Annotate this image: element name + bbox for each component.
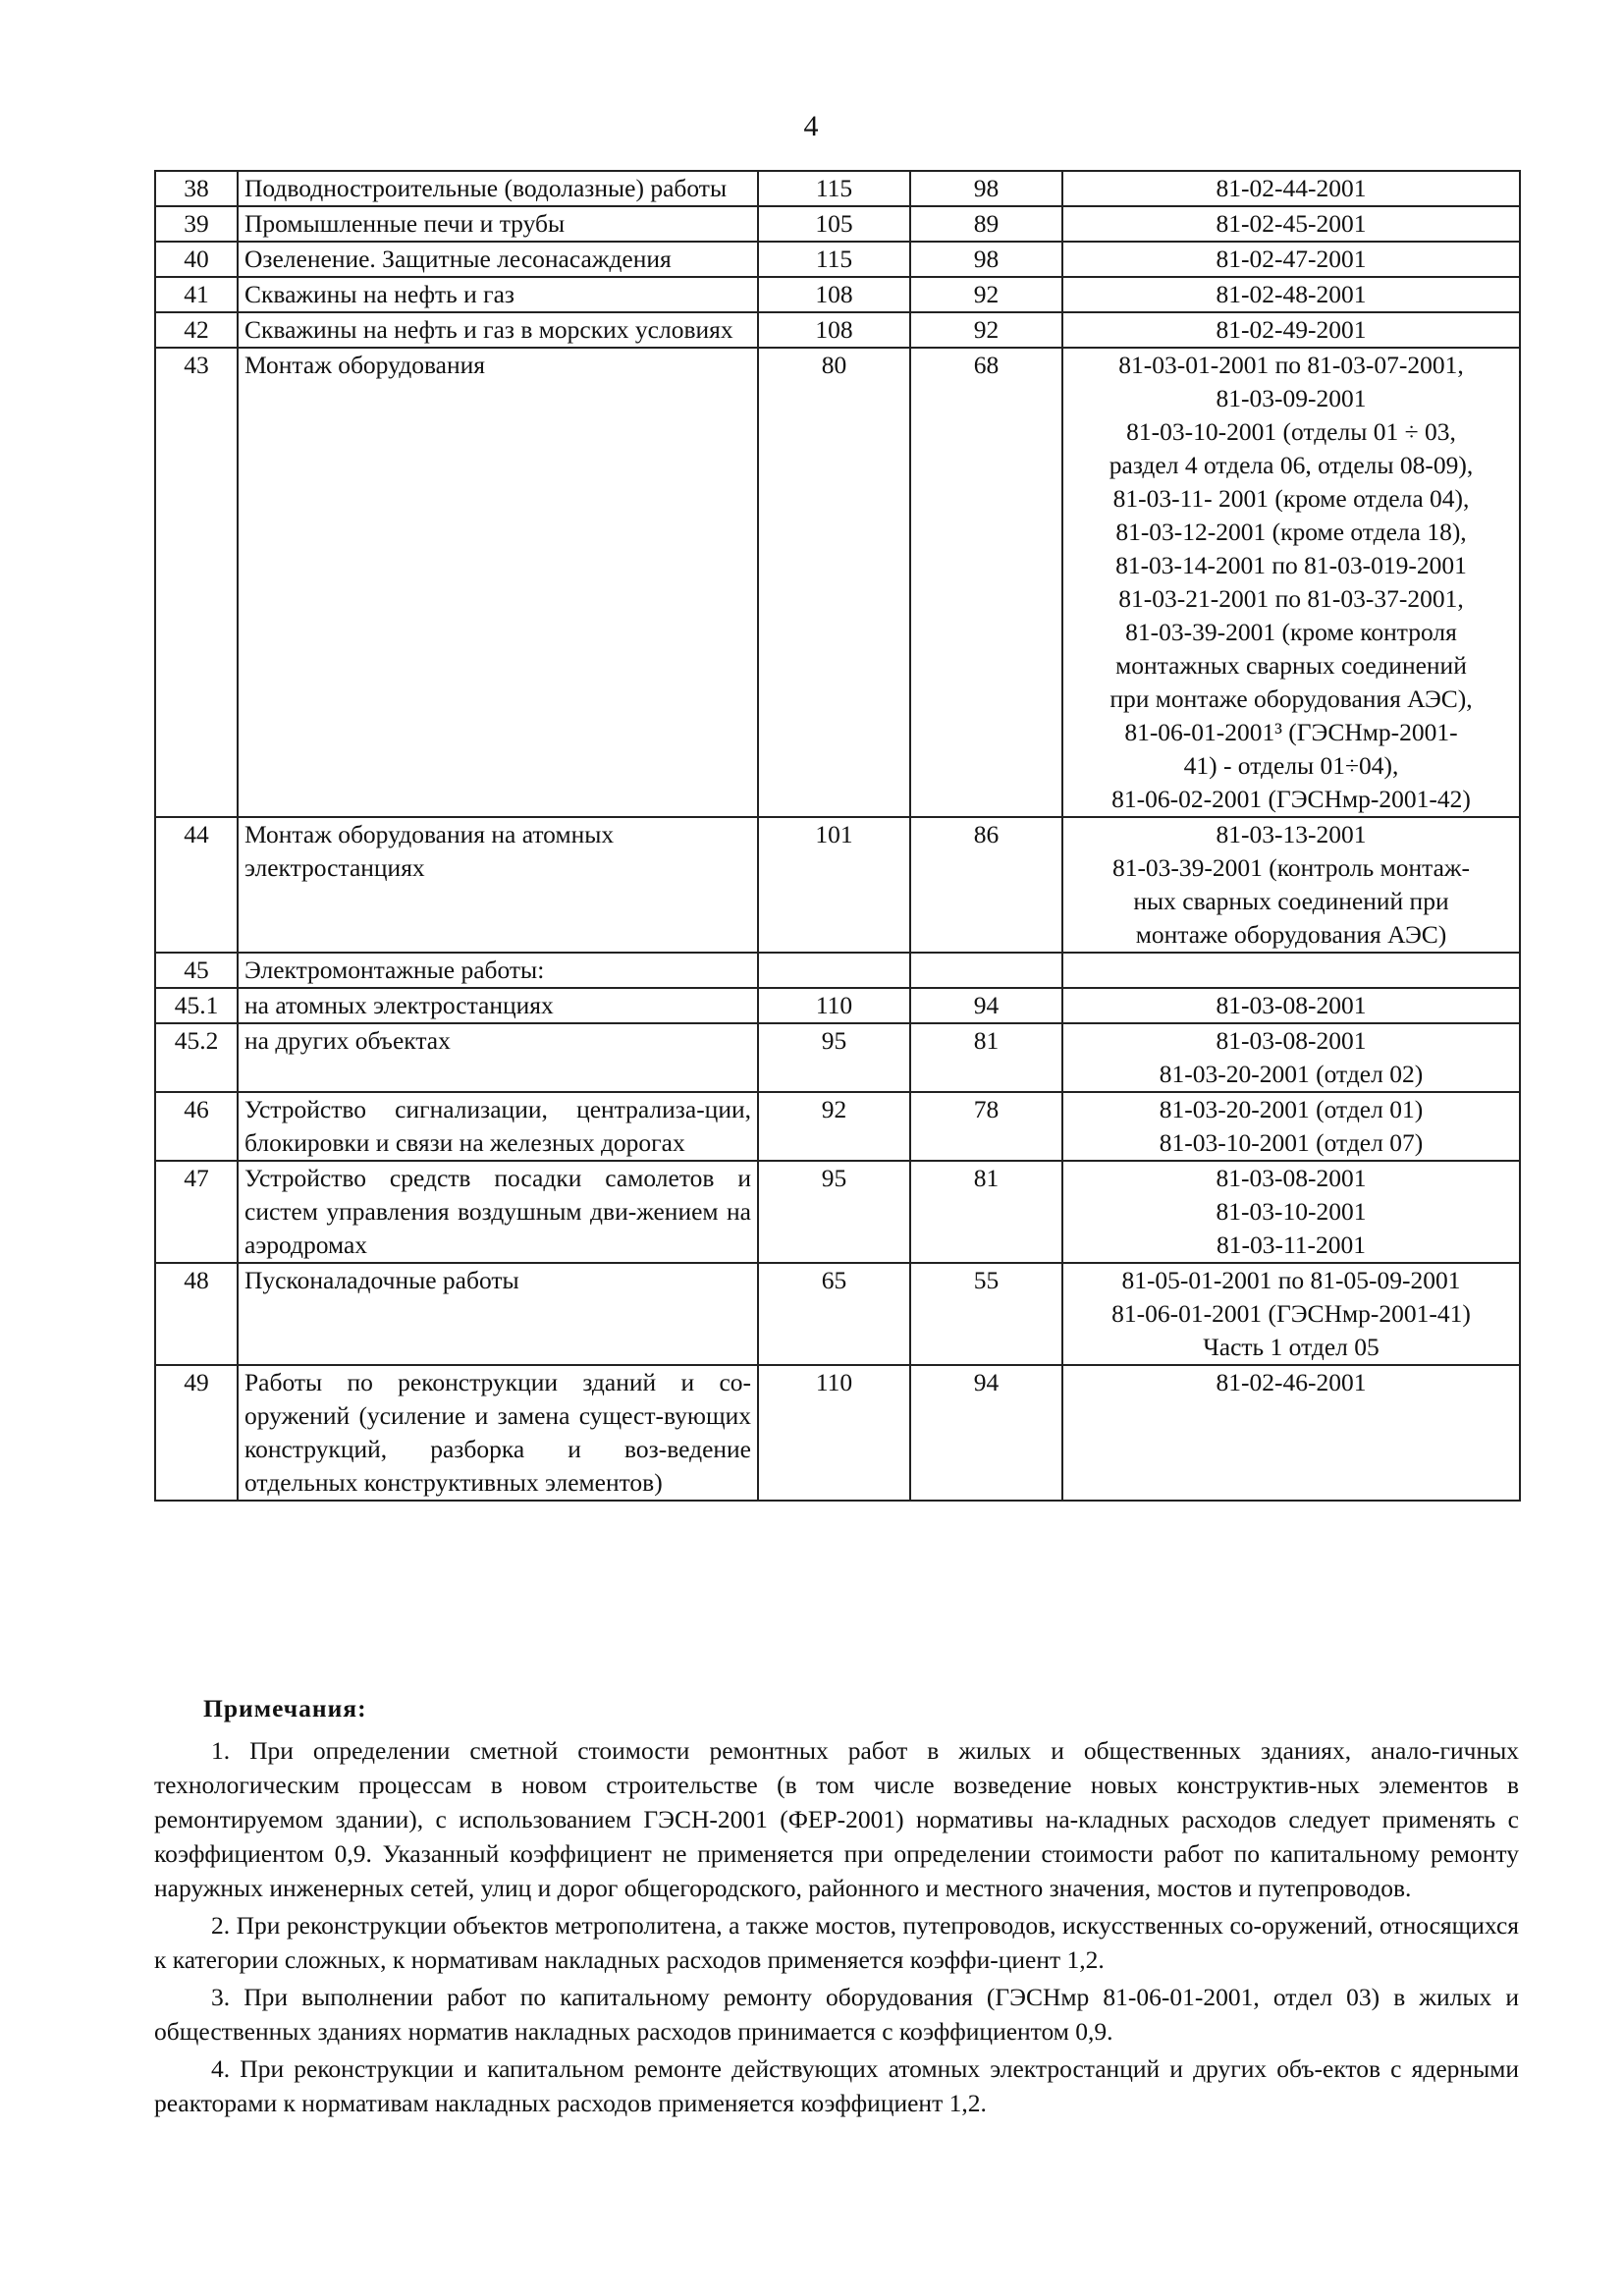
reference-code-line: 81-03-01-2001 по 81-03-07-2001, <box>1118 351 1464 379</box>
work-type-cell: Устройство сигнализации, централиза-ции, блокировки и связи на железных дорогах <box>238 1092 758 1161</box>
row-number-cell: 42 <box>155 312 238 348</box>
norm-value-a-cell: 80 <box>758 348 910 817</box>
overhead-norms-table <box>154 170 1521 1502</box>
reference-code-line: 81-03-14-2001 по 81-03-019-2001 <box>1115 551 1467 579</box>
notes-section <box>154 1691 1519 2123</box>
table-row <box>155 1092 1520 1161</box>
norm-value-b-cell: 55 <box>910 1263 1062 1365</box>
row-number-cell: 43 <box>155 348 238 817</box>
table-row <box>155 312 1520 348</box>
reference-code-line: 81-03-08-2001 <box>1216 1026 1367 1055</box>
reference-code-line: 81-03-11- 2001 (кроме отдела 04), <box>1112 484 1470 513</box>
reference-code-line: 81-03-08-2001 <box>1216 991 1367 1019</box>
notes-title: Примечания: <box>203 1694 367 1722</box>
work-type-cell: Работы по реконструкции зданий и со-оружений (усиление и замена сущест-вующих конструкций, разборка и воз-ведение отдельных конструктивных элементов) <box>238 1365 758 1501</box>
norm-value-b-cell: 94 <box>910 988 1062 1023</box>
table-row <box>155 1161 1520 1263</box>
row-number-cell: 45.1 <box>155 988 238 1023</box>
norm-value-a-cell: 108 <box>758 312 910 348</box>
reference-codes-cell <box>1062 348 1520 817</box>
table-row <box>155 817 1520 953</box>
reference-code-line: 81-06-02-2001 (ГЭСНмр-2001-42) <box>1111 785 1471 813</box>
table-row <box>155 348 1520 817</box>
row-number-cell: 48 <box>155 1263 238 1365</box>
table-row <box>155 953 1520 988</box>
norm-value-a-cell: 108 <box>758 277 910 312</box>
work-type-cell: Озеленение. Защитные лесонасаждения <box>238 242 758 277</box>
row-number-cell: 49 <box>155 1365 238 1501</box>
reference-code-line: 81-02-48-2001 <box>1216 280 1367 308</box>
reference-codes-cell <box>1062 312 1520 348</box>
norm-value-a-cell: 95 <box>758 1161 910 1263</box>
reference-code-line: 81-03-13-2001 <box>1216 820 1367 848</box>
reference-code-line: монтажных сварных соединений <box>1115 651 1467 680</box>
reference-code-line: раздел 4 отдела 06, отделы 08-09), <box>1109 451 1474 479</box>
norm-value-a-cell: 92 <box>758 1092 910 1161</box>
reference-code-line: ных сварных соединений при <box>1133 887 1449 915</box>
row-number-cell: 45.2 <box>155 1023 238 1092</box>
norm-value-b-cell: 81 <box>910 1161 1062 1263</box>
reference-codes-cell <box>1062 171 1520 206</box>
reference-code-line: 81-03-08-2001 <box>1216 1164 1367 1192</box>
norm-value-b-cell: 86 <box>910 817 1062 953</box>
reference-code-line: 81-02-44-2001 <box>1216 174 1367 202</box>
row-number-cell: 41 <box>155 277 238 312</box>
reference-codes-cell <box>1062 206 1520 242</box>
reference-code-line: 81-06-01-2001³ (ГЭСНмр-2001- <box>1124 718 1458 746</box>
row-number-cell: 46 <box>155 1092 238 1161</box>
reference-code-line: Часть 1 отдел 05 <box>1203 1333 1380 1361</box>
norm-value-a-cell: 115 <box>758 171 910 206</box>
reference-codes-cell <box>1062 1365 1520 1501</box>
reference-codes-cell <box>1062 953 1520 988</box>
table-body <box>155 171 1520 1501</box>
reference-code-line: 81-03-10-2001 <box>1216 1197 1367 1226</box>
table-row <box>155 206 1520 242</box>
work-type-cell: Устройство средств посадки самолетов и систем управления воздушным дви-жением на аэродромах <box>238 1161 758 1263</box>
reference-code-line: 81-02-46-2001 <box>1216 1368 1367 1396</box>
table-row <box>155 171 1520 206</box>
reference-code-line: 81-03-12-2001 (кроме отдела 18), <box>1115 518 1467 546</box>
row-number-cell: 40 <box>155 242 238 277</box>
norm-value-a-cell <box>758 953 910 988</box>
row-number-cell: 45 <box>155 953 238 988</box>
reference-codes-cell <box>1062 1023 1520 1092</box>
norm-value-b-cell <box>910 953 1062 988</box>
reference-code-line: 81-03-10-2001 (отдел 07) <box>1159 1128 1424 1157</box>
norm-value-a-cell: 110 <box>758 988 910 1023</box>
reference-code-line: 41) - отделы 01÷04), <box>1183 751 1399 780</box>
work-type-cell: на атомных электростанциях <box>238 988 758 1023</box>
reference-code-line: 81-02-49-2001 <box>1216 315 1367 344</box>
row-number-cell: 44 <box>155 817 238 953</box>
reference-code-line: 81-03-11-2001 <box>1216 1230 1367 1259</box>
row-number-cell: 38 <box>155 171 238 206</box>
reference-codes-cell <box>1062 988 1520 1023</box>
reference-code-line: 81-03-20-2001 (отдел 01) <box>1159 1095 1424 1123</box>
table-row <box>155 277 1520 312</box>
reference-codes-cell <box>1062 817 1520 953</box>
page-number: 4 <box>803 110 820 142</box>
norm-value-a-cell: 105 <box>758 206 910 242</box>
work-type-cell: Пусконаладочные работы <box>238 1263 758 1365</box>
norm-value-a-cell: 95 <box>758 1023 910 1092</box>
reference-code-line: 81-03-21-2001 по 81-03-37-2001, <box>1118 584 1464 613</box>
note-item-1: 1. При определении сметной стоимости ремонтных работ в жилых и общественных зданиях, анало-гичных технологическим процессам в новом строительстве (в том числе возведение новых конструктив-ных элементов в ремонтируемом здании), с использованием ГЭСН-2001 (ФЕР-2001) нормативы на-кладных расходов следует применять с коэффициентом 0,9. Указанный коэффициент не применяется при определении стоимости работ по капитальному ремонту наружных инженерных сетей, улиц и дорог общегородского, районного и местного значения, мостов и путепроводов. <box>154 1736 1519 1902</box>
reference-code-line: 81-05-01-2001 по 81-05-09-2001 <box>1121 1266 1461 1294</box>
table-row <box>155 1263 1520 1365</box>
reference-code-line: 81-03-10-2001 (отделы 01 ÷ 03, <box>1126 417 1456 446</box>
reference-code-line: 81-02-47-2001 <box>1216 245 1367 273</box>
work-type-cell: Подводностроительные (водолазные) работы <box>238 171 758 206</box>
norm-value-a-cell: 110 <box>758 1365 910 1501</box>
reference-codes-cell <box>1062 1161 1520 1263</box>
table-row <box>155 988 1520 1023</box>
note-item-2: 2. При реконструкции объектов метрополитена, а также мостов, путепроводов, искусственных со-оружений, относящихся к категории сложных, к нормативам накладных расходов применяется коэффи-циент 1,2. <box>154 1911 1519 1974</box>
reference-code-line: при монтаже оборудования АЭС), <box>1109 684 1473 713</box>
norm-value-a-cell: 101 <box>758 817 910 953</box>
table-row <box>155 1023 1520 1092</box>
row-number-cell: 39 <box>155 206 238 242</box>
work-type-cell: Монтаж оборудования на атомных электростанциях <box>238 817 758 953</box>
reference-code-line: 81-03-20-2001 (отдел 02) <box>1159 1060 1424 1088</box>
norm-value-a-cell: 65 <box>758 1263 910 1365</box>
work-type-cell: Скважины на нефть и газ <box>238 277 758 312</box>
norm-value-b-cell: 89 <box>910 206 1062 242</box>
work-type-cell: Скважины на нефть и газ в морских условиях <box>238 312 758 348</box>
work-type-cell: Электромонтажные работы: <box>238 953 758 988</box>
norm-value-a-cell: 115 <box>758 242 910 277</box>
norm-value-b-cell: 94 <box>910 1365 1062 1501</box>
work-type-cell: Монтаж оборудования <box>238 348 758 817</box>
norm-value-b-cell: 81 <box>910 1023 1062 1092</box>
reference-code-line: 81-06-01-2001 (ГЭСНмр-2001-41) <box>1111 1299 1471 1328</box>
reference-code-line: 81-02-45-2001 <box>1216 209 1367 238</box>
reference-code-line: монтаже оборудования АЭС) <box>1135 920 1447 949</box>
work-type-cell: на других объектах <box>238 1023 758 1092</box>
reference-code-line: 81-03-09-2001 <box>1216 384 1367 412</box>
norm-value-b-cell: 92 <box>910 312 1062 348</box>
norm-value-b-cell: 98 <box>910 171 1062 206</box>
row-number-cell: 47 <box>155 1161 238 1263</box>
norm-value-b-cell: 98 <box>910 242 1062 277</box>
norm-value-b-cell: 68 <box>910 348 1062 817</box>
reference-code-line: 81-03-39-2001 (кроме контроля <box>1125 618 1457 646</box>
reference-codes-cell <box>1062 1092 1520 1161</box>
work-type-cell: Промышленные печи и трубы <box>238 206 758 242</box>
reference-codes-cell <box>1062 242 1520 277</box>
reference-code-line: 81-03-39-2001 (контроль монтаж- <box>1111 853 1471 882</box>
reference-codes-cell <box>1062 1263 1520 1365</box>
table-row <box>155 1365 1520 1501</box>
table-row <box>155 242 1520 277</box>
note-item-4: 4. При реконструкции и капитальном ремонте действующих атомных электростанций и других объ-ектов с ядерными реакторами к нормативам накладных расходов применяется коэффициент 1,2. <box>154 2054 1519 2117</box>
note-item-3: 3. При выполнении работ по капитальному ремонту оборудования (ГЭСНмр 81-06-01-2001, отдел 03) в жилых и общественных зданиях норматив накладных расходов принимается с коэффициентом 0,9. <box>154 1983 1519 2046</box>
norm-value-b-cell: 92 <box>910 277 1062 312</box>
reference-codes-cell <box>1062 277 1520 312</box>
norm-value-b-cell: 78 <box>910 1092 1062 1161</box>
